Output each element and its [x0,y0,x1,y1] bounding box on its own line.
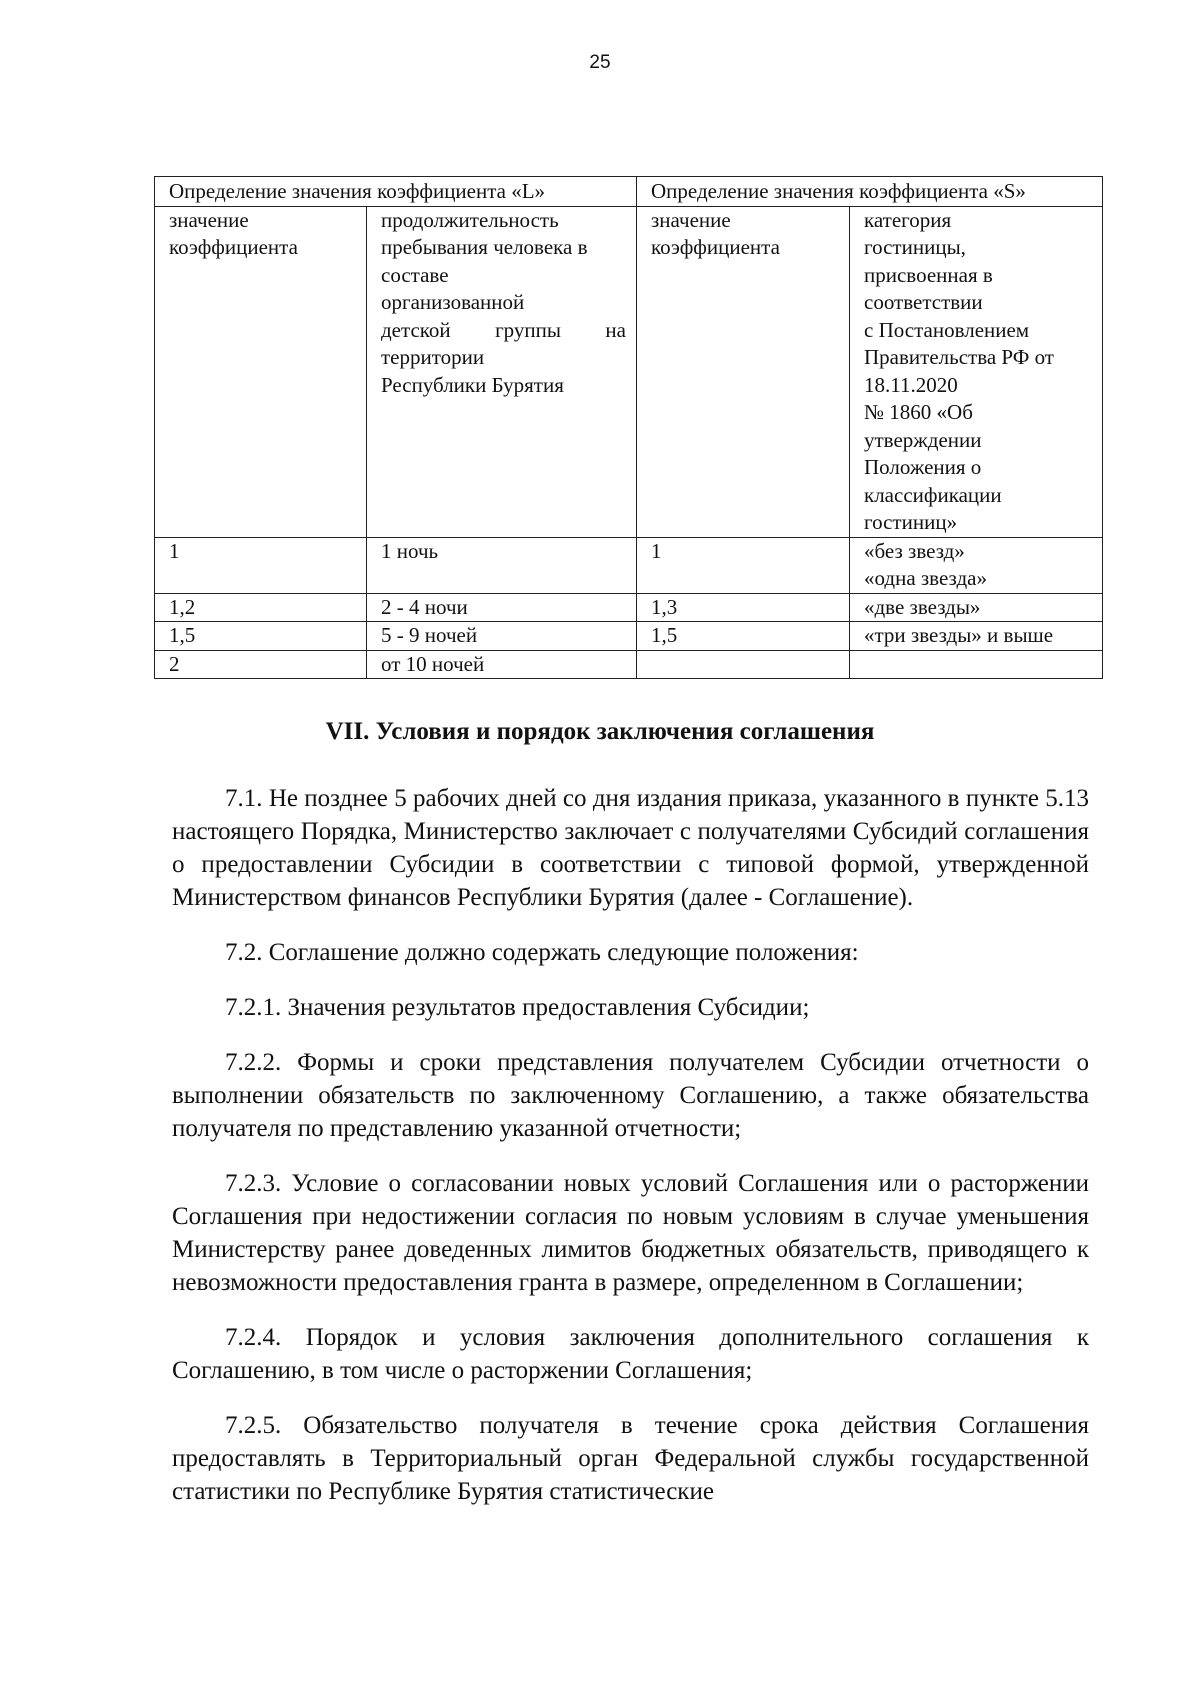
table-subheader-row [155,206,1103,537]
cell-line: присвоенная в [864,262,993,287]
paragraph-7-2-1: 7.2.1. Значения результатов предоставления Субсидии; [225,994,810,1021]
cell-line: гостиницы, [864,235,966,259]
cell-line: «без звезд» [864,538,965,563]
s-value-cell [637,650,850,679]
l-value-cell: 1,5 [155,622,367,651]
cell-line: «одна звезда» [864,566,987,590]
paragraph-7-2-3: 7.2.3. Условие о согласовании новых условий Соглашения или о расторжении Соглашения при недостижении согласия по новым условиям в случае уменьшения Министерству ранее доведенных лимитов бюджетных обязательств, приводящего к невозможности предоставления гранта в размере, определенном в Соглашении; [172,1170,1089,1296]
header-coefficient-l: Определение значения коэффициента «L» [155,177,637,207]
l-value-cell: 1,2 [155,593,367,622]
cell-line: гостиниц» [864,510,958,534]
paragraph-7-2: 7.2. Соглашение должно содержать следующие положения: [225,939,859,966]
s-value-cell: 1,3 [637,593,850,622]
l-nights-cell: 1 ночь [367,537,637,593]
l-nights-cell: 5 - 9 ночей [367,622,637,651]
table-row [155,650,1103,679]
cell-line: детской группы на [381,317,626,342]
s-category-cell [850,650,1103,679]
coefficient-table [154,176,1103,679]
cell-line: Правительства РФ от [864,345,1054,369]
s-category-cell [850,537,1103,593]
cell-line: организованной [381,290,525,314]
table-header-row [155,177,1103,207]
cell-line: продолжительность [381,207,559,232]
paragraph-7-2-2: 7.2.2. Формы и сроки представления получателем Субсидии отчетности о выполнении обязательств по заключенному Соглашению, а также обязательства получателя по представлению указанной отчетности; [172,1049,1089,1142]
subheader-l-description [367,206,637,537]
s-value-cell: 1 [637,537,850,593]
cell-line: составе [381,262,449,287]
cell-line: 18.11.2020 [864,372,958,397]
subheader-s-value: значение коэффициента [637,206,850,537]
table-row [155,593,1103,622]
table-row [155,537,1103,593]
cell-line: классификации [864,482,1002,507]
cell-line: соответствии [864,290,983,314]
document-body [172,782,1089,1530]
cell-line: территории [381,345,485,369]
cell-line: с Постановлением [864,317,1030,342]
l-nights-cell: 2 - 4 ночи [367,593,637,622]
s-value-cell: 1,5 [637,622,850,651]
table-row [155,622,1103,651]
subheader-l-value: значение коэффициента [155,206,367,537]
subheader-s-description [850,206,1103,537]
cell-line: Положения о [864,455,982,479]
s-category-cell: «три звезды» и выше [850,622,1103,651]
l-nights-cell: от 10 ночей [367,650,637,679]
paragraph-7-2-5: 7.2.5. Обязательство получателя в течение срока действия Соглашения предоставлять в Территориальный орган Федеральной службы государственной статистики по Республике Бурятия статистические [172,1412,1089,1505]
s-category-cell: «две звезды» [850,593,1103,622]
cell-line: пребывания человека в [381,235,588,259]
section-heading: VII. Условия и порядок заключения соглашения [325,718,875,745]
paragraph-7-2-4: 7.2.4. Порядок и условия заключения дополнительного соглашения к Соглашению, в том числе о расторжении Соглашения; [172,1324,1089,1384]
l-value-cell: 1 [155,537,367,593]
paragraph-7-1: 7.1. Не позднее 5 рабочих дней со дня издания приказа, указанного в пункте 5.13 настоящего Порядка, Министерство заключает с получателями Субсидий соглашения о предоставлении Субсидии в соответствии с типовой формой, утвержденной Министерством финансов Республики Бурятия (далее - Соглашение). [172,785,1089,911]
header-coefficient-s: Определение значения коэффициента «S» [637,177,1103,207]
cell-line: № 1860 «Об [864,400,973,424]
page-number: 25 [589,52,611,73]
l-value-cell: 2 [155,650,367,679]
cell-line: утверждении [864,427,982,452]
cell-line: категория [864,207,952,232]
cell-line: Республики Бурятия [381,372,564,397]
